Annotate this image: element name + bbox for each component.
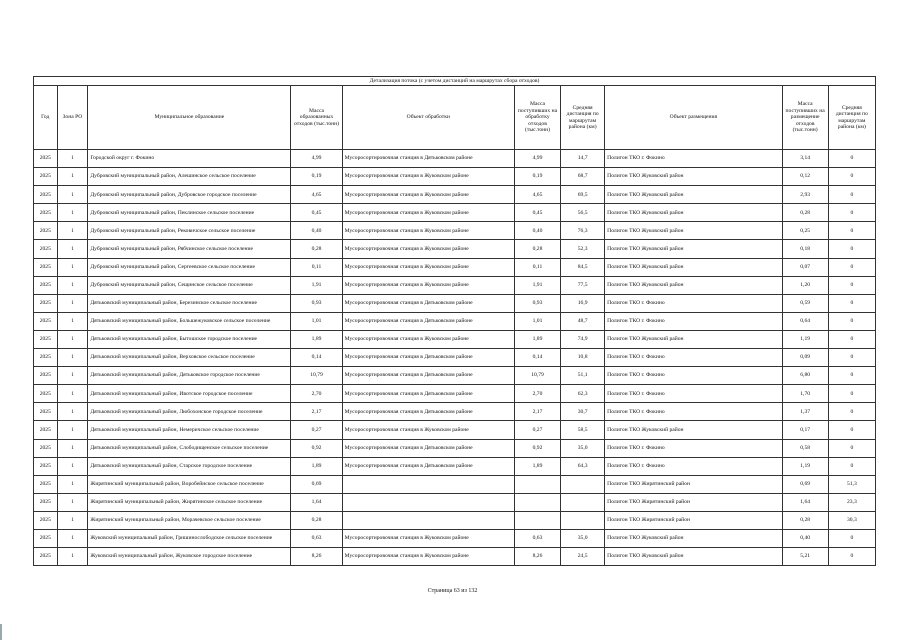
cell-treatment-object: Мусоросортировочная станция в Дятьковском районе <box>342 457 514 475</box>
table-row <box>34 168 876 186</box>
cell-disposal-object: Полигон ТКО Жирятинский район <box>605 475 782 493</box>
cell-avg-distance-disposal: 0 <box>828 457 875 475</box>
cell-mass-treated: 0,45 <box>514 204 560 222</box>
cell-avg-distance-treatment: 62,3 <box>561 385 605 403</box>
cell-municipality <box>88 294 291 312</box>
municipality-text: Дятьковский муниципальный район, Дятьковское городское поселение <box>90 372 260 379</box>
cell-avg-distance-disposal: 0 <box>828 294 875 312</box>
cell-municipality <box>88 150 291 168</box>
cell-avg-distance-disposal: 0 <box>828 276 875 294</box>
cell-treatment-object: Мусоросортировочная станция в Жуковском районе <box>342 240 514 258</box>
cell-mass-generated: 0,45 <box>291 204 342 222</box>
cell-zone: 1 <box>57 222 88 240</box>
cell-municipality <box>88 367 291 385</box>
cell-municipality <box>88 439 291 457</box>
cell-mass-generated: 1,91 <box>291 276 342 294</box>
cell-avg-distance-disposal: 0 <box>828 186 875 204</box>
cell-treatment-object: Мусоросортировочная станция в Дятьковском районе <box>342 294 514 312</box>
cell-mass-generated: 0,27 <box>291 421 342 439</box>
cell-treatment-object: Мусоросортировочная станция в Жуковском районе <box>342 168 514 186</box>
cell-disposal-object: Полигон ТКО Жуковский район <box>605 240 782 258</box>
cell-year: 2025 <box>34 186 58 204</box>
cell-mass-treated: 4,99 <box>514 150 560 168</box>
cell-zone: 1 <box>57 403 88 421</box>
cell-avg-distance-disposal: 23,3 <box>828 493 875 511</box>
cell-disposal-object: Полигон ТКО Жуковский район <box>605 421 782 439</box>
cell-disposal-object: Полигон ТКО Жуковский район <box>605 204 782 222</box>
cell-year: 2025 <box>34 240 58 258</box>
municipality-text: Жуковский муниципальный район, Жуковское городское поселение <box>90 553 253 560</box>
cell-avg-distance-treatment: 64,3 <box>561 457 605 475</box>
municipality-text: Дубровский муниципальный район, Дубровское городское поселение <box>90 191 257 198</box>
cell-treatment-object: Мусоросортировочная станция в Дятьковском районе <box>342 349 514 367</box>
cell-municipality <box>88 511 291 529</box>
header-avg-distance-disposal: Средняя дистанция по маршрутам района (км) <box>828 86 875 150</box>
cell-avg-distance-disposal: 0 <box>828 312 875 330</box>
cell-treatment-object: Мусоросортировочная станция в Дятьковском районе <box>342 312 514 330</box>
cell-avg-distance-disposal: 0 <box>828 240 875 258</box>
cell-mass-generated: 1,64 <box>291 493 342 511</box>
municipality-text: Дубровский муниципальный район, Рябчинское сельское поселение <box>90 245 254 252</box>
cell-mass-treated: 0,28 <box>514 240 560 258</box>
cell-mass-generated: 4,99 <box>291 150 342 168</box>
header-mass-disposed: Масса поступивших на размещение отходов (тыс.тонн) <box>782 86 828 150</box>
cell-year: 2025 <box>34 493 58 511</box>
municipality-text: Дятьковский муниципальный район, Бытошское городское поселение <box>90 336 258 343</box>
cell-year: 2025 <box>34 222 58 240</box>
municipality-text: Дубровский муниципальный район, Алешинское сельское поселение <box>90 173 256 180</box>
cell-zone: 1 <box>57 439 88 457</box>
municipality-text: Дятьковский муниципальный район, Любохонское городское поселение <box>90 408 263 415</box>
cell-disposal-object: Полигон ТКО Жуковский район <box>605 186 782 204</box>
cell-municipality <box>88 403 291 421</box>
cell-mass-disposed: 0,64 <box>782 312 828 330</box>
cell-disposal-object: Полигон ТКО Жуковский район <box>605 529 782 547</box>
table-row <box>34 330 876 348</box>
cell-treatment-object <box>342 475 514 493</box>
table-row <box>34 457 876 475</box>
cell-avg-distance-treatment <box>561 511 605 529</box>
cell-disposal-object: Полигон ТКО Жуковский район <box>605 548 782 566</box>
cell-mass-treated: 2,17 <box>514 403 560 421</box>
cell-avg-distance-treatment: 52,3 <box>561 240 605 258</box>
header-avg-distance-treatment: Средняя дистанция по маршрутам района (км) <box>561 86 605 150</box>
cell-mass-treated: 1,91 <box>514 276 560 294</box>
cell-avg-distance-treatment: 84,5 <box>561 258 605 276</box>
table-row <box>34 204 876 222</box>
cell-mass-disposed: 6,80 <box>782 367 828 385</box>
cell-avg-distance-treatment <box>561 493 605 511</box>
cell-year: 2025 <box>34 168 58 186</box>
cell-municipality <box>88 204 291 222</box>
cell-mass-generated: 2,17 <box>291 403 342 421</box>
cell-zone: 1 <box>57 330 88 348</box>
cell-mass-treated: 0,27 <box>514 421 560 439</box>
cell-municipality <box>88 330 291 348</box>
cell-zone: 1 <box>57 258 88 276</box>
cell-mass-generated: 0,11 <box>291 258 342 276</box>
cell-avg-distance-disposal: 30,3 <box>828 511 875 529</box>
table-row <box>34 150 876 168</box>
cell-zone: 1 <box>57 421 88 439</box>
cell-treatment-object: Мусоросортировочная станция в Жуковском районе <box>342 222 514 240</box>
table-row <box>34 529 876 547</box>
cell-zone: 1 <box>57 511 88 529</box>
table-title: Детализация потока (с учетом дистанций на маршрутах сбора отходов) <box>34 77 876 86</box>
cell-mass-treated: 1,89 <box>514 330 560 348</box>
cell-zone: 1 <box>57 529 88 547</box>
header-zone: Зона РО <box>57 86 88 150</box>
cell-mass-treated: 0,63 <box>514 529 560 547</box>
cell-year: 2025 <box>34 150 58 168</box>
municipality-text: Жуковский муниципальный район, Гришинослободское сельское поселение <box>90 535 273 542</box>
cell-mass-generated: 2,70 <box>291 385 342 403</box>
municipality-text: Дятьковский муниципальный район, Немеричское сельское поселение <box>90 426 259 433</box>
cell-avg-distance-treatment: 14,7 <box>561 150 605 168</box>
table-row <box>34 349 876 367</box>
cell-zone: 1 <box>57 493 88 511</box>
cell-year: 2025 <box>34 529 58 547</box>
header-year: Год <box>34 86 58 150</box>
cell-zone: 1 <box>57 349 88 367</box>
cell-disposal-object: Полигон ТКО г. Фокино <box>605 439 782 457</box>
cell-mass-disposed: 0,25 <box>782 222 828 240</box>
cell-mass-treated: 0,14 <box>514 349 560 367</box>
cell-mass-disposed: 1,64 <box>782 493 828 511</box>
cell-disposal-object: Полигон ТКО Жуковский район <box>605 258 782 276</box>
cell-mass-disposed: 3,14 <box>782 150 828 168</box>
cell-year: 2025 <box>34 367 58 385</box>
cell-avg-distance-disposal: 51,3 <box>828 475 875 493</box>
cell-avg-distance-disposal: 0 <box>828 367 875 385</box>
header-municipality: Муниципальное образование <box>88 86 291 150</box>
cell-zone: 1 <box>57 385 88 403</box>
municipality-text: Жирятинский муниципальный район, Жирятинское сельское поселение <box>90 499 263 506</box>
cell-year: 2025 <box>34 349 58 367</box>
table-row <box>34 240 876 258</box>
cell-treatment-object <box>342 493 514 511</box>
table-row <box>34 403 876 421</box>
cell-treatment-object: Мусоросортировочная станция в Дятьковском районе <box>342 385 514 403</box>
cell-avg-distance-disposal: 0 <box>828 439 875 457</box>
cell-mass-disposed: 0,09 <box>782 349 828 367</box>
cell-avg-distance-treatment: 69,5 <box>561 186 605 204</box>
cell-disposal-object: Полигон ТКО г. Фокино <box>605 150 782 168</box>
cell-zone: 1 <box>57 367 88 385</box>
cell-avg-distance-disposal: 0 <box>828 385 875 403</box>
cell-mass-treated <box>514 475 560 493</box>
cell-mass-disposed: 5,21 <box>782 548 828 566</box>
municipality-text: Дятьковский муниципальный район, Березинское сельское поселение <box>90 300 257 307</box>
cell-disposal-object: Полигон ТКО Жирятинский район <box>605 493 782 511</box>
cell-municipality <box>88 421 291 439</box>
municipality-text: Дятьковский муниципальный район, Ивотское городское поселение <box>90 390 253 397</box>
cell-treatment-object: Мусоросортировочная станция в Жуковском районе <box>342 186 514 204</box>
header-disposal-object: Объект размещения <box>605 86 782 150</box>
table-row <box>34 258 876 276</box>
cell-avg-distance-treatment: 16,9 <box>561 294 605 312</box>
cell-mass-generated: 0,92 <box>291 439 342 457</box>
municipality-text: Дятьковский муниципальный район, Старское городское поселение <box>90 462 253 469</box>
cell-mass-treated <box>514 493 560 511</box>
cell-disposal-object: Полигон ТКО Жуковский район <box>605 330 782 348</box>
cell-avg-distance-disposal: 0 <box>828 403 875 421</box>
cell-mass-treated <box>514 511 560 529</box>
cell-zone: 1 <box>57 312 88 330</box>
cell-year: 2025 <box>34 439 58 457</box>
cell-avg-distance-treatment: 68,7 <box>561 168 605 186</box>
cell-mass-treated: 0,93 <box>514 294 560 312</box>
cell-zone: 1 <box>57 548 88 566</box>
cell-mass-treated: 0,92 <box>514 439 560 457</box>
cell-disposal-object: Полигон ТКО г. Фокино <box>605 294 782 312</box>
cell-avg-distance-treatment: 58,5 <box>561 421 605 439</box>
cell-avg-distance-treatment: 77,5 <box>561 276 605 294</box>
cell-municipality <box>88 475 291 493</box>
cell-avg-distance-disposal: 0 <box>828 421 875 439</box>
cell-mass-treated: 2,70 <box>514 385 560 403</box>
cell-municipality <box>88 349 291 367</box>
cell-mass-disposed: 1,37 <box>782 403 828 421</box>
table-row <box>34 294 876 312</box>
scan-edge-mark <box>0 624 2 640</box>
header-mass-treated: Масса поступивших на обработку отходов (тыс.тонн) <box>514 86 560 150</box>
cell-mass-disposed: 0,12 <box>782 168 828 186</box>
cell-mass-generated: 8,26 <box>291 548 342 566</box>
cell-avg-distance-treatment: 48,7 <box>561 312 605 330</box>
cell-disposal-object: Полигон ТКО г. Фокино <box>605 367 782 385</box>
cell-year: 2025 <box>34 403 58 421</box>
cell-avg-distance-treatment: 74,9 <box>561 330 605 348</box>
cell-municipality <box>88 168 291 186</box>
cell-treatment-object: Мусоросортировочная станция в Жуковском районе <box>342 421 514 439</box>
cell-year: 2025 <box>34 276 58 294</box>
cell-treatment-object: Мусоросортировочная станция в Жуковском районе <box>342 529 514 547</box>
cell-municipality <box>88 186 291 204</box>
cell-treatment-object: Мусоросортировочная станция в Дятьковском районе <box>342 150 514 168</box>
table-body <box>34 150 876 566</box>
cell-mass-generated: 0,19 <box>291 168 342 186</box>
table-row <box>34 312 876 330</box>
cell-municipality <box>88 222 291 240</box>
cell-zone: 1 <box>57 168 88 186</box>
cell-avg-distance-treatment: 51,1 <box>561 367 605 385</box>
cell-mass-generated: 0,28 <box>291 240 342 258</box>
municipality-text: Дятьковский муниципальный район, Большежуковское сельское поселение <box>90 318 271 325</box>
cell-year: 2025 <box>34 421 58 439</box>
municipality-text: Жирятинский муниципальный район, Морачевское сельское поселение <box>90 517 261 524</box>
municipality-text: Дубровский муниципальный район, Пеклинское сельское поселение <box>90 209 255 216</box>
cell-zone: 1 <box>57 276 88 294</box>
cell-mass-treated: 4,65 <box>514 186 560 204</box>
municipality-text: Жирятинский муниципальный район, Воробейнское сельское поселение <box>90 481 264 488</box>
cell-year: 2025 <box>34 475 58 493</box>
table-row <box>34 367 876 385</box>
cell-zone: 1 <box>57 457 88 475</box>
cell-mass-generated: 1,01 <box>291 312 342 330</box>
table-row <box>34 439 876 457</box>
cell-mass-treated: 0,11 <box>514 258 560 276</box>
cell-year: 2025 <box>34 258 58 276</box>
cell-mass-treated: 0,40 <box>514 222 560 240</box>
municipality-text: Дятьковский муниципальный район, Слободищенское сельское поселение <box>90 444 269 451</box>
cell-treatment-object <box>342 511 514 529</box>
cell-mass-disposed: 0,69 <box>782 475 828 493</box>
cell-treatment-object: Мусоросортировочная станция в Дятьковском районе <box>342 403 514 421</box>
cell-year: 2025 <box>34 330 58 348</box>
cell-disposal-object: Полигон ТКО г. Фокино <box>605 312 782 330</box>
cell-treatment-object: Мусоросортировочная станция в Дятьковском районе <box>342 367 514 385</box>
cell-mass-disposed: 0,17 <box>782 421 828 439</box>
cell-mass-generated: 0,93 <box>291 294 342 312</box>
cell-mass-treated: 0,19 <box>514 168 560 186</box>
cell-treatment-object: Мусоросортировочная станция в Дятьковском районе <box>342 439 514 457</box>
cell-municipality <box>88 493 291 511</box>
waste-flow-table <box>33 76 876 566</box>
cell-avg-distance-disposal: 0 <box>828 330 875 348</box>
cell-mass-disposed: 1,19 <box>782 457 828 475</box>
cell-mass-disposed: 1,20 <box>782 276 828 294</box>
cell-mass-treated: 1,89 <box>514 457 560 475</box>
cell-avg-distance-disposal: 0 <box>828 168 875 186</box>
cell-year: 2025 <box>34 294 58 312</box>
cell-municipality <box>88 258 291 276</box>
table-row <box>34 222 876 240</box>
cell-avg-distance-disposal: 0 <box>828 222 875 240</box>
cell-avg-distance-treatment: 76,3 <box>561 222 605 240</box>
cell-mass-generated: 1,89 <box>291 330 342 348</box>
cell-mass-disposed: 0,07 <box>782 258 828 276</box>
cell-disposal-object: Полигон ТКО г. Фокино <box>605 385 782 403</box>
cell-municipality <box>88 457 291 475</box>
cell-mass-disposed: 1,19 <box>782 330 828 348</box>
header-mass-generated: Масса образованных отходов (тыс.тонн) <box>291 86 342 150</box>
cell-treatment-object: Мусоросортировочная станция в Жуковском районе <box>342 258 514 276</box>
cell-municipality <box>88 385 291 403</box>
cell-municipality <box>88 529 291 547</box>
cell-year: 2025 <box>34 312 58 330</box>
cell-avg-distance-treatment: 30,7 <box>561 403 605 421</box>
cell-mass-disposed: 0,58 <box>782 439 828 457</box>
cell-avg-distance-treatment: 56,5 <box>561 204 605 222</box>
cell-avg-distance-treatment: 35,0 <box>561 529 605 547</box>
cell-zone: 1 <box>57 475 88 493</box>
table-row <box>34 493 876 511</box>
document-sheet <box>33 76 876 566</box>
cell-year: 2025 <box>34 385 58 403</box>
municipality-text: Дубровский муниципальный район, Рековичское сельское поселение <box>90 227 256 234</box>
cell-avg-distance-disposal: 0 <box>828 529 875 547</box>
cell-avg-distance-disposal: 0 <box>828 349 875 367</box>
cell-mass-generated: 4,65 <box>291 186 342 204</box>
cell-zone: 1 <box>57 150 88 168</box>
table-row <box>34 186 876 204</box>
cell-mass-generated: 0,40 <box>291 222 342 240</box>
cell-mass-disposed: 2,93 <box>782 186 828 204</box>
cell-municipality <box>88 240 291 258</box>
cell-mass-disposed: 1,70 <box>782 385 828 403</box>
cell-avg-distance-disposal: 0 <box>828 204 875 222</box>
cell-disposal-object: Полигон ТКО Жуковский район <box>605 168 782 186</box>
cell-year: 2025 <box>34 204 58 222</box>
table-row <box>34 276 876 294</box>
cell-avg-distance-treatment <box>561 475 605 493</box>
cell-zone: 1 <box>57 186 88 204</box>
cell-treatment-object: Мусоросортировочная станция в Жуковском районе <box>342 330 514 348</box>
cell-avg-distance-treatment: 10,8 <box>561 349 605 367</box>
cell-treatment-object: Мусоросортировочная станция в Жуковском районе <box>342 548 514 566</box>
cell-treatment-object: Мусоросортировочная станция в Жуковском районе <box>342 276 514 294</box>
cell-avg-distance-disposal: 0 <box>828 548 875 566</box>
cell-mass-disposed: 0,28 <box>782 511 828 529</box>
cell-mass-disposed: 0,18 <box>782 240 828 258</box>
municipality-text: Дубровский муниципальный район, Сещинское сельское поселение <box>90 282 253 288</box>
cell-disposal-object: Полигон ТКО Жуковский район <box>605 222 782 240</box>
header-treatment-object: Объект обработки <box>342 86 514 150</box>
table-row <box>34 475 876 493</box>
cell-avg-distance-treatment: 24,5 <box>561 548 605 566</box>
cell-mass-generated: 0,63 <box>291 529 342 547</box>
cell-avg-distance-disposal: 0 <box>828 258 875 276</box>
cell-year: 2025 <box>34 457 58 475</box>
table-row <box>34 511 876 529</box>
cell-treatment-object: Мусоросортировочная станция в Жуковском районе <box>342 204 514 222</box>
cell-mass-disposed: 0,40 <box>782 529 828 547</box>
cell-disposal-object: Полигон ТКО Жуковский район <box>605 276 782 294</box>
cell-avg-distance-treatment: 35,0 <box>561 439 605 457</box>
cell-zone: 1 <box>57 240 88 258</box>
cell-mass-generated: 10,79 <box>291 367 342 385</box>
cell-mass-generated: 0,14 <box>291 349 342 367</box>
table-row <box>34 385 876 403</box>
cell-zone: 1 <box>57 294 88 312</box>
cell-disposal-object: Полигон ТКО г. Фокино <box>605 349 782 367</box>
cell-mass-treated: 10,79 <box>514 367 560 385</box>
municipality-text: Городской округ г. Фокино <box>90 155 155 162</box>
municipality-text: Дубровский муниципальный район, Сергеевское сельское поселение <box>90 263 255 270</box>
cell-mass-treated: 8,26 <box>514 548 560 566</box>
cell-year: 2025 <box>34 548 58 566</box>
cell-municipality <box>88 548 291 566</box>
cell-avg-distance-disposal: 0 <box>828 150 875 168</box>
cell-mass-disposed: 0,59 <box>782 294 828 312</box>
cell-mass-generated: 1,89 <box>291 457 342 475</box>
page-number: Страница 63 из 132 <box>427 588 478 594</box>
cell-mass-generated: 0,69 <box>291 475 342 493</box>
cell-disposal-object: Полигон ТКО г. Фокино <box>605 403 782 421</box>
cell-mass-disposed: 0,28 <box>782 204 828 222</box>
table-row <box>34 548 876 566</box>
cell-year: 2025 <box>34 511 58 529</box>
municipality-text: Дятьковский муниципальный район, Верховское сельское поселение <box>90 354 255 361</box>
table-row <box>34 421 876 439</box>
cell-mass-generated: 0,28 <box>291 511 342 529</box>
cell-disposal-object: Полигон ТКО Жирятинский район <box>605 511 782 529</box>
cell-disposal-object: Полигон ТКО г. Фокино <box>605 457 782 475</box>
cell-zone: 1 <box>57 204 88 222</box>
cell-municipality <box>88 312 291 330</box>
cell-mass-treated: 1,01 <box>514 312 560 330</box>
cell-municipality <box>88 276 291 294</box>
